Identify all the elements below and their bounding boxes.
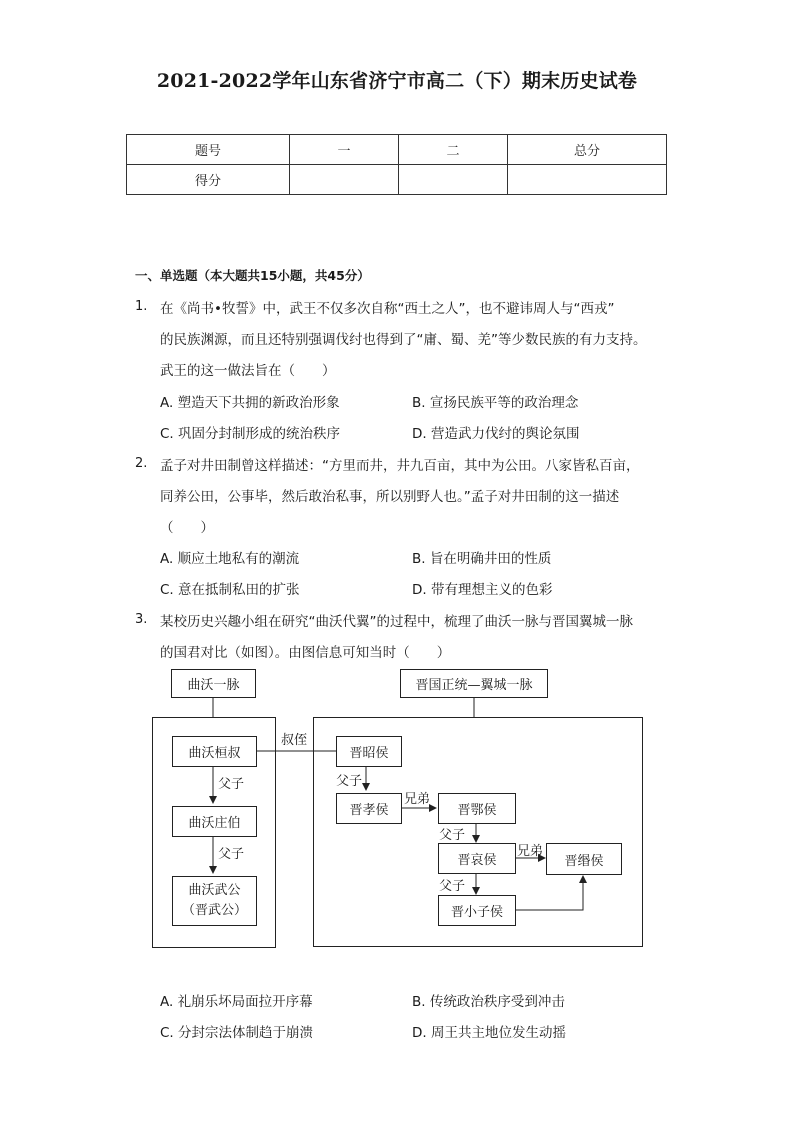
node-quwo-huanshu: 曲沃桓叔: [172, 736, 257, 767]
option-d[interactable]: D. 营造武力伐纣的舆论氛围: [412, 426, 580, 442]
option-a[interactable]: A. 礼崩乐坏局面拉开序幕: [160, 994, 313, 1010]
question-text: （ ）: [160, 520, 214, 536]
question-text: 武王的这一做法旨在（ ）: [160, 363, 336, 379]
node-quwo-zhuangbo: 曲沃庄伯: [172, 806, 257, 837]
question-number: 2.: [135, 456, 148, 471]
section-heading: 一、单选题（本大题共15小题，共45分）: [135, 268, 370, 283]
option-b[interactable]: B. 宣扬民族平等的政治理念: [412, 395, 579, 411]
question-number: 1.: [135, 299, 148, 314]
option-c[interactable]: C. 巩固分封制形成的统治秩序: [160, 426, 341, 442]
node-alias: （晋武公）: [181, 903, 247, 918]
node-jin-minhou: 晋缗侯: [546, 843, 622, 875]
relation-label: 父子: [218, 777, 245, 792]
right-lineage-header: 晋国正统—翼城一脉: [400, 669, 548, 698]
option-a[interactable]: A. 顺应土地私有的潮流: [160, 551, 300, 567]
option-c[interactable]: C. 分封宗法体制趋于崩溃: [160, 1025, 314, 1041]
relation-label: 兄弟: [404, 792, 431, 807]
node-jin-ehou: 晋鄂侯: [438, 793, 516, 824]
question-text: 的国君对比（如图）。由图信息可知当时（ ）: [160, 645, 451, 661]
question-text: 的民族渊源，而且还特别强调伐纣也得到了“庸、蜀、羌”等少数民族的有力支持。: [160, 332, 647, 348]
left-lineage-header: 曲沃一脉: [171, 669, 256, 698]
option-b[interactable]: B. 旨在明确井田的性质: [412, 551, 552, 567]
node-jin-aihou: 晋哀侯: [438, 843, 516, 874]
question-text: 孟子对井田制曾这样描述：“方里而井，井九百亩，其中为公田。八家皆私百亩，: [160, 458, 640, 474]
relation-label: 兄弟: [517, 844, 544, 859]
score-header-cell: 总分: [508, 135, 667, 165]
score-row-label: 得分: [127, 165, 290, 195]
option-c[interactable]: C. 意在抵制私田的扩张: [160, 582, 300, 598]
relation-label: 父子: [439, 828, 466, 843]
node-name: 曲沃武公: [188, 883, 241, 898]
score-header-cell: 题号: [127, 135, 290, 165]
question-text: 同养公田，公事毕，然后敢治私事，所以别野人也。”孟子对井田制的这一描述: [160, 489, 620, 505]
page-title: 2021-2022学年山东省济宁市高二（下）期末历史试卷: [156, 70, 638, 92]
relation-label: 父子: [218, 847, 245, 862]
relation-label-uncle-nephew: 叔侄: [281, 733, 308, 748]
score-header-cell: 一: [290, 135, 399, 165]
question-number: 3.: [135, 612, 148, 627]
node-jin-xiaohou: 晋孝侯: [336, 793, 402, 824]
node-jin-xiaozihou: 晋小子侯: [438, 895, 516, 926]
option-b[interactable]: B. 传统政治秩序受到冲击: [412, 994, 565, 1010]
relation-label: 父子: [439, 879, 466, 894]
question-text: 某校历史兴趣小组在研究“曲沃代翼”的过程中，梳理了曲沃一脉与晋国翼城一脉: [160, 614, 633, 630]
option-d[interactable]: D. 周王共主地位发生动摇: [412, 1025, 566, 1041]
option-d[interactable]: D. 带有理想主义的色彩: [412, 582, 553, 598]
relation-label: 父子: [336, 774, 363, 789]
score-header-cell: 二: [399, 135, 508, 165]
question-text: 在《尚书•牧誓》中，武王不仅多次自称“西土之人”，也不避讳周人与“西戎”: [160, 301, 615, 317]
option-a[interactable]: A. 塑造天下共拥的新政治形象: [160, 395, 340, 411]
node-jin-zhaohou: 晋昭侯: [336, 736, 402, 767]
node-quwo-wugong: [172, 876, 257, 926]
